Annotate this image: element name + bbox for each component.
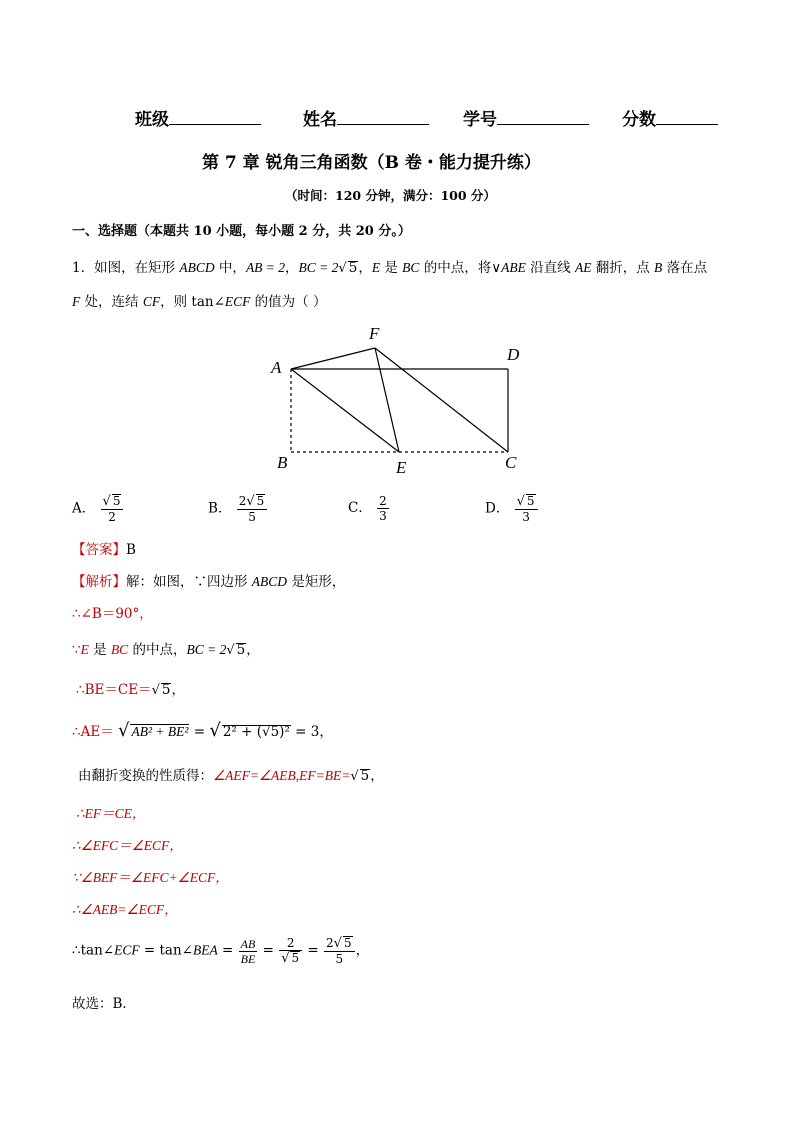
geometry-figure [260,318,530,478]
section-heading: 一、选择题（本题共 10 小题，每小题 2 分，共 20 分。） [72,224,411,239]
step-3: ∴BE＝CE＝√ 5， [76,682,185,698]
point-label-b: B [277,453,288,472]
step-2: ∵E 是 BC 的中点，BC = 2√ 5， [72,642,260,658]
point-label-a: A [271,358,282,377]
name-label: 姓名 [303,105,429,130]
score-label: 分数 [622,105,718,130]
answer-line [72,538,136,558]
analysis-line: 【解析】解：如图，∵四边形 ABCD 是矩形， [72,574,346,590]
name-blank[interactable] [337,110,429,125]
page-title: 第 7 章 锐角三角函数（B 卷・能力提升练） [202,153,541,173]
step-5: 由翻折变换的性质得：∠AEF=∠AEB,EF=BE=√ 5， [78,768,384,784]
class-blank[interactable] [169,110,261,125]
answer-value: B [126,542,136,558]
option-b[interactable]: B． $\frac{2√ 5}{5}$ [208,494,268,524]
step-10: ∴tan∠ECF = tan∠BEA = $\frac{AB}{BE}$ = $\frac{2}{√ 5}$ = $\frac{2√ 5}{5}$ ， [72,936,370,966]
step-6: ∴EF＝CE， [76,806,146,821]
id-label: 学号 [463,105,589,130]
step-1: ∴∠B＝90°， [72,606,153,622]
answer-tag: 【答案】 [72,542,126,558]
point-label-e: E [396,458,407,477]
step-8: ∵∠BEF＝∠EFC+∠ECF， [72,870,229,885]
score-blank[interactable] [656,110,718,125]
option-d[interactable]: D． $\frac{√ 5}{3}$ [485,494,539,524]
step-9: ∴∠AEB=∠ECF， [72,902,178,917]
step-4: ∴AE＝ √ AB² + BE² = √ 2² + (√5)² = 3， [72,720,333,741]
option-a[interactable]: A． $\frac{√ 5}{2}$ [72,494,124,524]
question-1-line2: F 处，连结 CF，则 tan∠ECF 的值为（ ） [72,294,327,310]
id-blank[interactable] [497,110,589,125]
option-c[interactable]: C． $\frac{2}{3}$ [348,494,387,523]
point-label-f: F [369,324,380,343]
point-label-c: C [505,453,517,472]
question-1-line1: 1．如图，在矩形 ABCD 中，AB = 2，BC = 2√ 5，E 是 BC 的中点，将∨ABE 沿直线 AE 翻折，点 B 落在点 [72,260,708,276]
final-answer: 故选：B． [72,996,136,1012]
segment-af [291,348,375,369]
page-subtitle: （时间：120 分钟，满分：100 分） [285,188,496,203]
class-label: 班级 [135,105,261,130]
point-label-d: D [507,345,520,364]
step-7: ∴∠EFC＝∠ECF， [72,838,183,853]
